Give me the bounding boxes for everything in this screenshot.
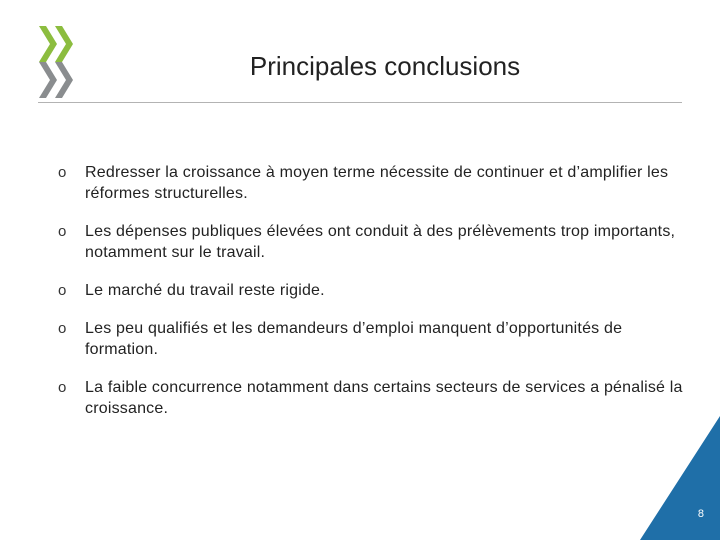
- bullet-text: Les dépenses publiques élevées ont conduit à des prélèvements trop importants, notamment sur le travail.: [85, 223, 676, 261]
- logo-chevron-gray-left: [39, 62, 57, 98]
- bullet-marker: o: [58, 320, 67, 337]
- slide-title: Principales conclusions: [249, 51, 521, 81]
- corner-triangle-shape: [640, 416, 720, 540]
- bullet-marker: o: [58, 164, 67, 181]
- bullet-item: [58, 162, 688, 204]
- bullet-text: Le marché du travail reste rigide.: [85, 282, 325, 299]
- bullet-item: [58, 377, 688, 419]
- bullet-text: La faible concurrence notamment dans certains secteurs de services a pénalisé la croissance.: [85, 379, 683, 417]
- bullet-item: [58, 280, 688, 301]
- bullet-marker: o: [58, 223, 67, 240]
- logo-chevron-green-right: [55, 26, 73, 62]
- oecd-logo-icon: [36, 24, 80, 100]
- logo-chevron-green-left: [39, 26, 57, 62]
- bullet-marker: o: [58, 282, 67, 299]
- page-number: 8: [697, 508, 704, 520]
- title-divider: [38, 102, 682, 103]
- bullet-marker: o: [58, 379, 67, 396]
- bullet-item: [58, 318, 688, 360]
- logo-chevron-gray-right: [55, 62, 73, 98]
- bullet-text: Les peu qualifiés et les demandeurs d’emploi manquent d’opportunités de formation.: [85, 320, 623, 358]
- corner-triangle-decoration: [640, 416, 720, 540]
- bullet-text: Redresser la croissance à moyen terme nécessite de continuer et d’amplifier les réformes structurelles.: [85, 164, 669, 202]
- bullet-item: [58, 221, 688, 263]
- bullet-list: [58, 162, 688, 436]
